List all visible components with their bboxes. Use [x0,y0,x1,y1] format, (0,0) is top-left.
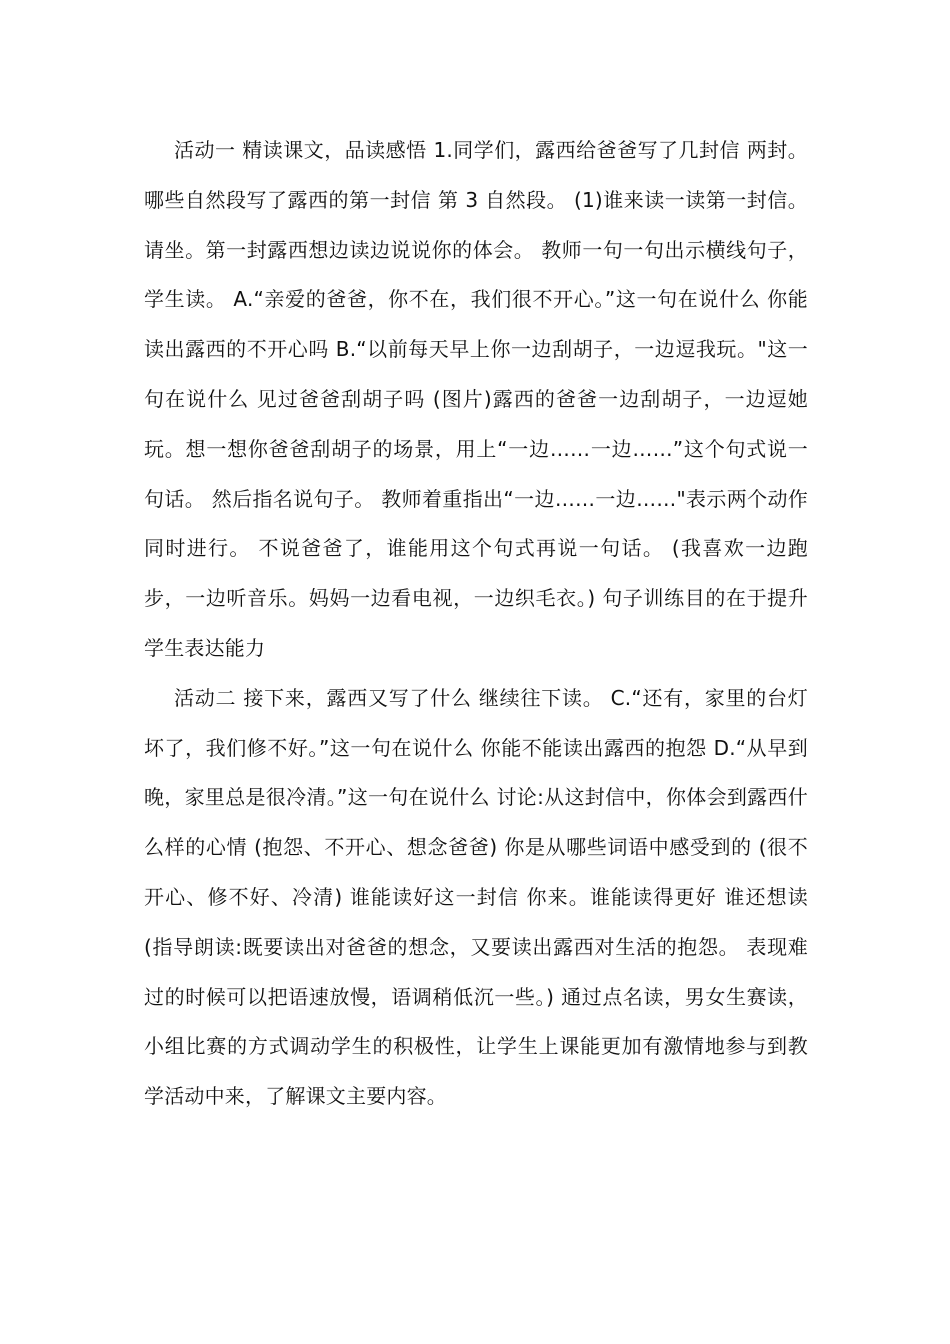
document-body [144,126,808,1122]
paragraph-activity-one: 活动一 精读课文，品读感悟 1.同学们，露西给爸爸写了几封信 两封。哪些自然段写了露西的第一封信 第 3 自然段。 (1)谁来读一读第一封信。请坐。第一封露西想边读边说说你的体会。 教师一句一句出示横线句子，学生读。 A.“亲爱的爸爸，你不在，我们很不开心。”这一句在说什么 你能读出露西的不开心吗 B.“以前每天早上你一边刮胡子，一边逗我玩。"这一句在说什么 见过爸爸刮胡子吗 (图片)露西的爸爸一边刮胡子，一边逗她玩。想一想你爸爸刮胡子的场景，用上“一边……一边……”这个句式说一句话。 然后指名说句子。 教师着重指出“一边……一边……"表示两个动作同时进行。 不说爸爸了，谁能用这个句式再说一句话。 (我喜欢一边跑步，一边听音乐。妈妈一边看电视，一边织毛衣。) 句子训练目的在于提升学生表达能力 [144,138,808,660]
paragraph-activity-two: 活动二 接下来，露西又写了什么 继续往下读。 C.“还有，家里的台灯坏了，我们修不好。”这一句在说什么 你能不能读出露西的抱怨 D.“从早到晚，家里总是很冷清。”这一句在说什么 讨论:从这封信中，你体会到露西什么样的心情 (抱怨、不开心、想念爸爸) 你是从哪些词语中感受到的 (很不开心、修不好、冷清) 谁能读好这一封信 你来。谁能读得更好 谁还想读 (指导朗读:既要读出对爸爸的想念，又要读出露西对生活的抱怨。 表现难过的时候可以把语速放慢，语调稍低沉一些。) 通过点名读，男女生赛读，小组比赛的方式调动学生的积极性，让学生上课能更加有激情地参与到教学活动中来，了解课文主要内容。 [144,685,808,1109]
